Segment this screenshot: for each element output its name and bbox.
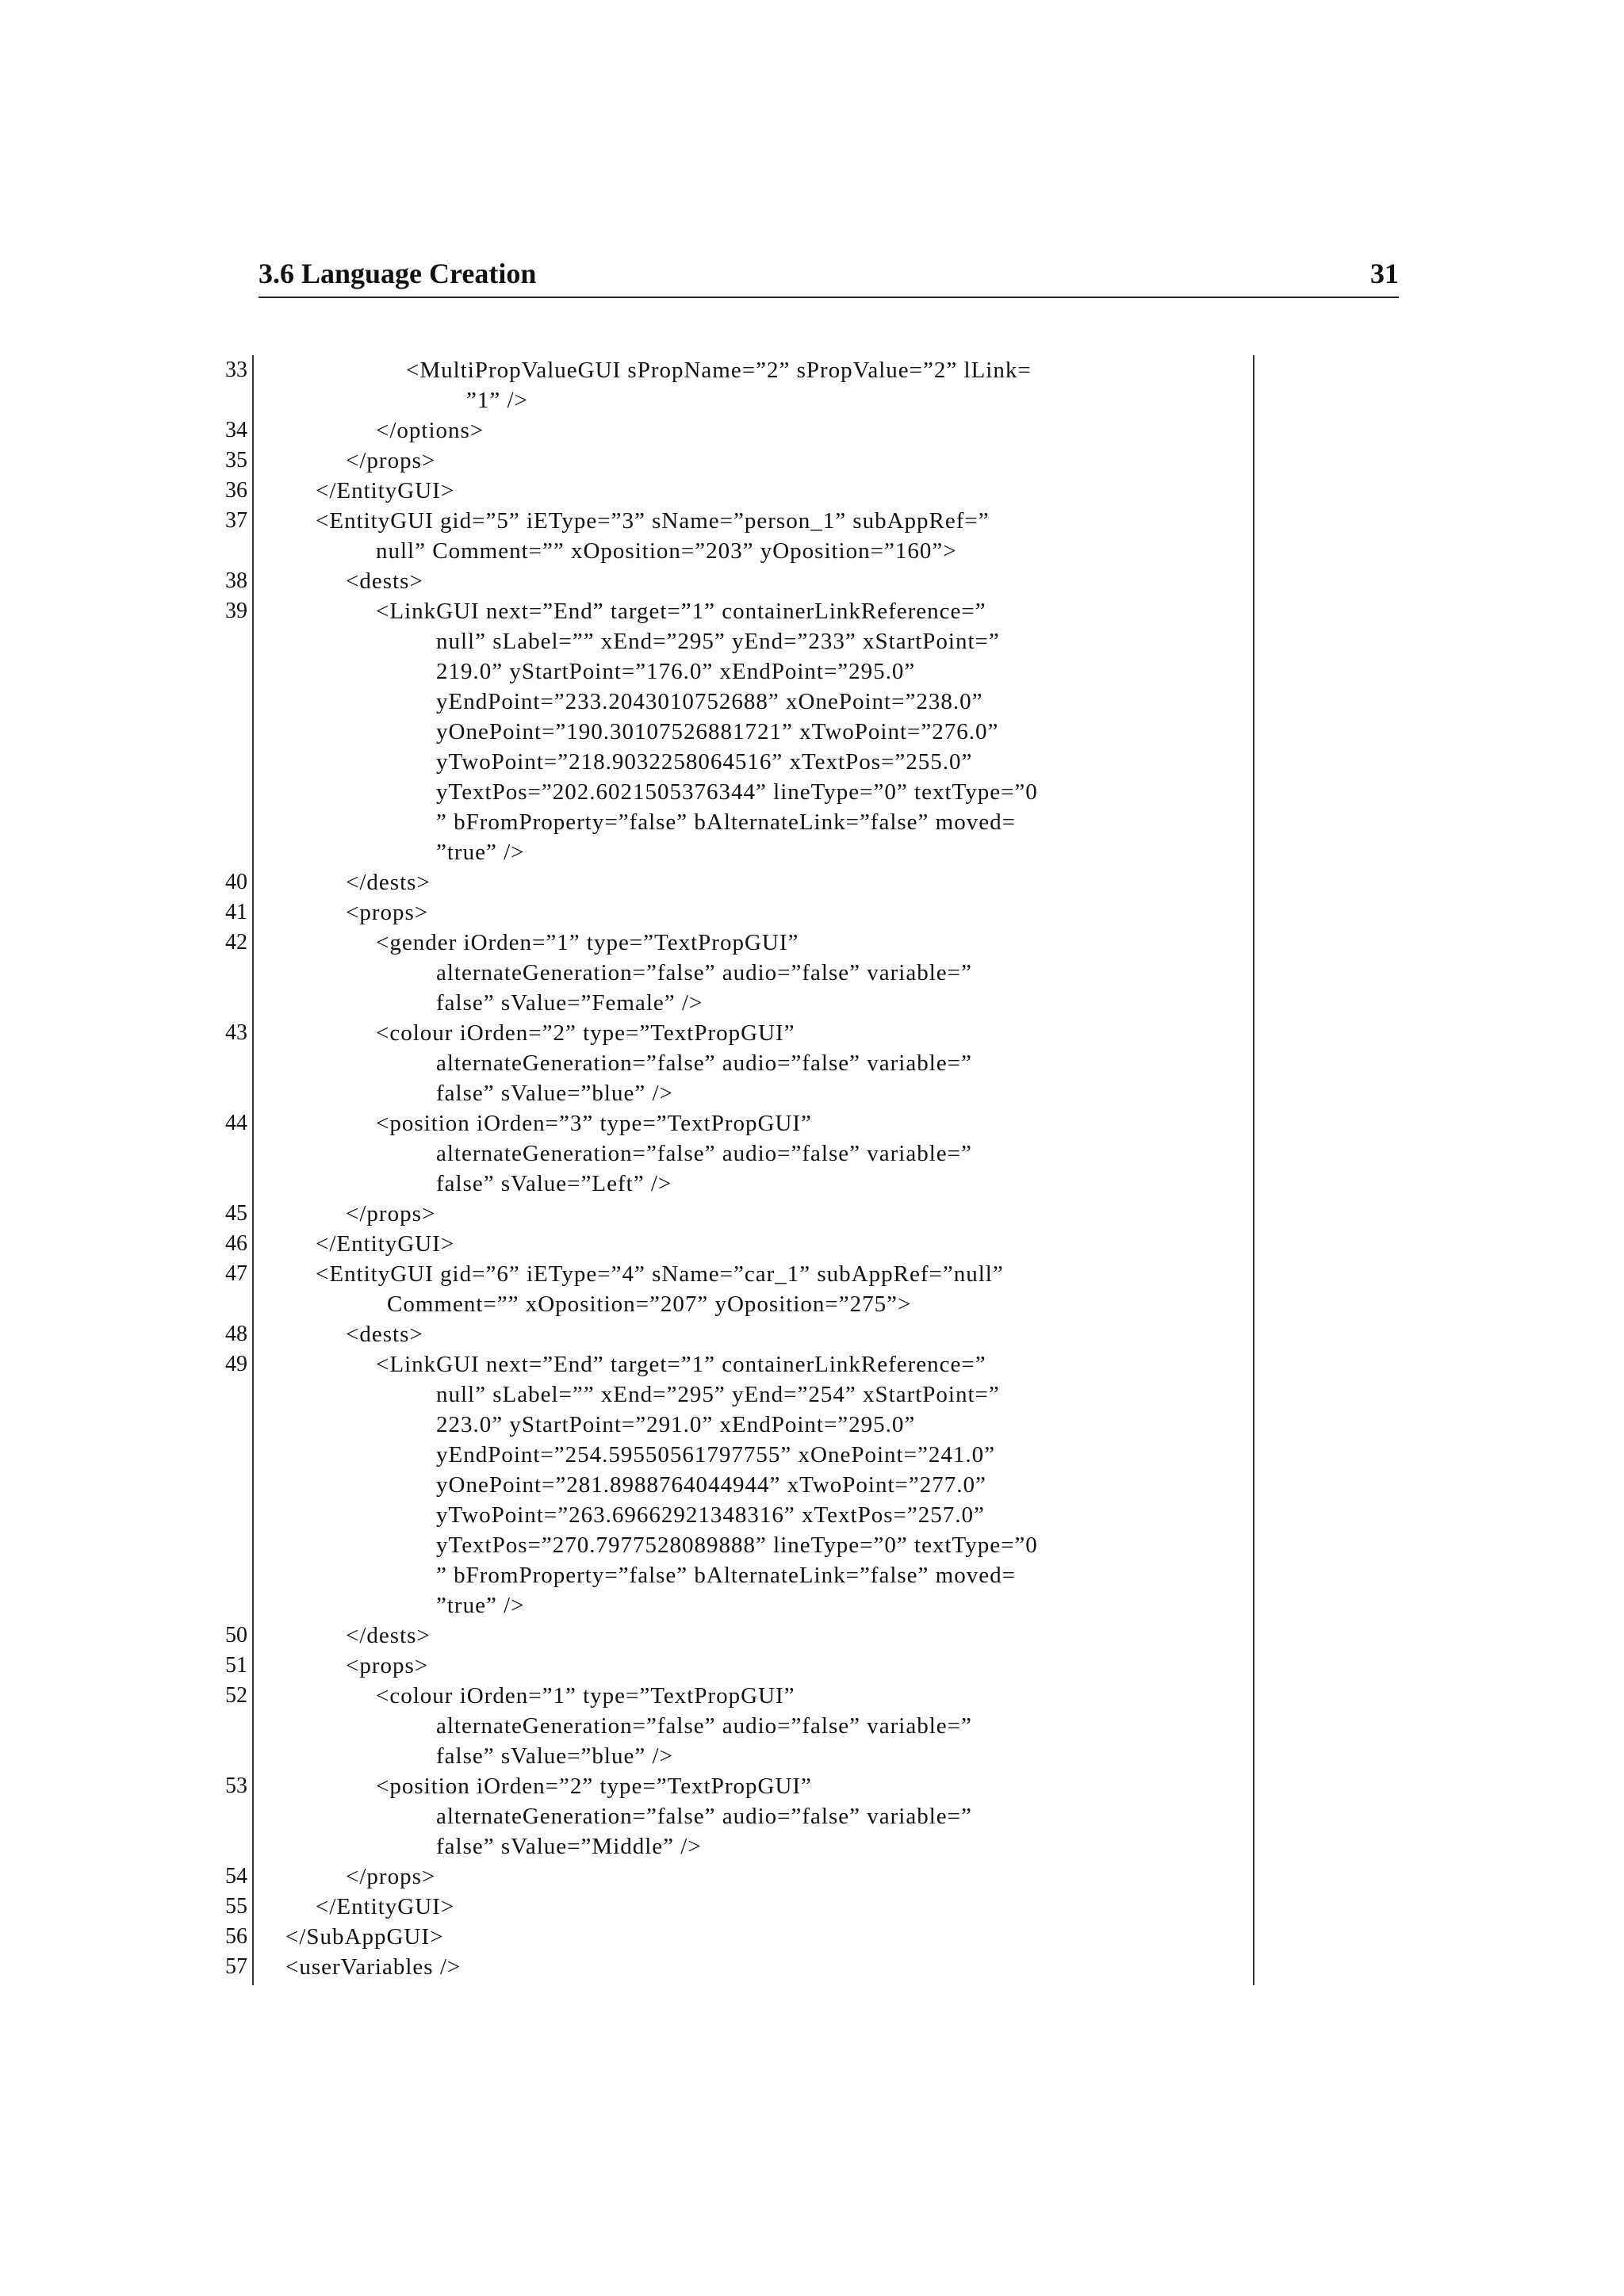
code-line: </props> (346, 448, 436, 473)
section-title: 3.6 Language Creation (259, 258, 537, 289)
code-line: </props> (346, 1201, 436, 1226)
code-line: yEndPoint=”233.2043010752688” xOnePoint=”238.0” (436, 689, 983, 714)
line-number: 40 (225, 870, 247, 894)
code-line: 219.0” yStartPoint=”176.0” xEndPoint=”295.0” (436, 659, 916, 684)
code-line: ”true” /> (436, 1593, 525, 1618)
code-line: yTwoPoint=”218.9032258064516” xTextPos=”255.0” (436, 749, 973, 775)
line-number: 42 (225, 930, 247, 955)
line-number: 48 (225, 1322, 247, 1346)
code-line: null” sLabel=”” xEnd=”295” yEnd=”254” xStartPoint=” (436, 1382, 1000, 1407)
line-number: 55 (225, 1894, 247, 1919)
code-line: false” sValue=”blue” /> (436, 1743, 673, 1769)
line-number: 33 (225, 358, 247, 382)
line-number: 47 (225, 1261, 247, 1286)
code-line: alternateGeneration=”false” audio=”false” variable=” (436, 1804, 972, 1829)
code-line: alternateGeneration=”false” audio=”false” variable=” (436, 1050, 972, 1076)
listing-left-rule (252, 355, 254, 1985)
code-line: null” Comment=”” xOposition=”203” yOposition=”160”> (376, 538, 957, 564)
code-line: <props> (346, 1653, 429, 1678)
line-number: 41 (225, 900, 247, 924)
code-line: </EntityGUI> (316, 478, 455, 503)
code-line: <position iOrden=”3” type=”TextPropGUI” (376, 1111, 812, 1136)
line-number: 43 (225, 1020, 247, 1045)
code-line: <dests> (346, 1322, 423, 1347)
line-number: 53 (225, 1774, 247, 1798)
code-line: ”true” /> (436, 840, 525, 865)
line-number: 46 (225, 1231, 247, 1256)
code-line: <colour iOrden=”1” type=”TextPropGUI” (376, 1683, 795, 1709)
code-line: </dests> (346, 870, 431, 895)
page-header (259, 252, 1399, 298)
line-number: 50 (225, 1623, 247, 1647)
line-number: 49 (225, 1352, 247, 1376)
code-line: null” sLabel=”” xEnd=”295” yEnd=”233” xStartPoint=” (436, 629, 1000, 654)
code-line: yTextPos=”270.7977528089888” lineType=”0” textType=”0 (436, 1533, 1038, 1558)
line-number: 51 (225, 1653, 247, 1678)
line-numbers (208, 355, 247, 1985)
code-line: </options> (376, 418, 485, 443)
code-line: yOnePoint=”281.8988764044944” xTwoPoint=”277.0” (436, 1472, 986, 1498)
code-line: yTextPos=”202.6021505376344” lineType=”0” textType=”0 (436, 779, 1038, 805)
code-line: </EntityGUI> (316, 1894, 455, 1919)
code-line: yEndPoint=”254.59550561797755” xOnePoint=”241.0” (436, 1442, 995, 1468)
code-line: <colour iOrden=”2” type=”TextPropGUI” (376, 1020, 795, 1046)
code-line: <LinkGUI next=”End” target=”1” containerLinkReference=” (376, 599, 986, 624)
line-number: 36 (225, 478, 247, 503)
code-line: <EntityGUI gid=”5” iEType=”3” sName=”person_1” subAppRef=” (316, 508, 990, 534)
code-line: ” bFromProperty=”false” bAlternateLink=”false” moved= (436, 809, 1016, 835)
code-line: false” sValue=”Female” /> (436, 990, 703, 1016)
code-line: </dests> (346, 1623, 431, 1648)
line-number: 44 (225, 1111, 247, 1135)
code-line: false” sValue=”blue” /> (436, 1081, 673, 1106)
code-line: </SubAppGUI> (285, 1924, 444, 1950)
line-number: 34 (225, 418, 247, 442)
page-number: 31 (1370, 258, 1399, 289)
code-line: <position iOrden=”2” type=”TextPropGUI” (376, 1774, 812, 1799)
code-listing (208, 355, 1350, 1985)
code-line: <userVariables /> (285, 1954, 462, 1980)
code-line: alternateGeneration=”false” audio=”false” variable=” (436, 1141, 972, 1166)
code-line: alternateGeneration=”false” audio=”false” variable=” (436, 1713, 972, 1739)
code-line: <props> (346, 900, 429, 925)
line-number: 56 (225, 1924, 247, 1949)
line-number: 52 (225, 1683, 247, 1708)
line-number: 54 (225, 1864, 247, 1888)
code-line: </EntityGUI> (316, 1231, 455, 1257)
line-number: 37 (225, 508, 247, 533)
listing-right-rule (1253, 355, 1254, 1985)
code-line: false” sValue=”Left” /> (436, 1171, 672, 1196)
line-number: 57 (225, 1954, 247, 1979)
line-number: 35 (225, 448, 247, 473)
code-line: yOnePoint=”190.30107526881721” xTwoPoint=”276.0” (436, 719, 999, 744)
code-line: <LinkGUI next=”End” target=”1” containerLinkReference=” (376, 1352, 986, 1377)
line-number: 38 (225, 568, 247, 593)
code-line: 223.0” yStartPoint=”291.0” xEndPoint=”295.0” (436, 1412, 916, 1437)
code-line: ” bFromProperty=”false” bAlternateLink=”false” moved= (436, 1563, 1016, 1588)
code-line: <dests> (346, 568, 423, 594)
code-line: </props> (346, 1864, 436, 1889)
code-line: <gender iOrden=”1” type=”TextPropGUI” (376, 930, 799, 955)
code-line: false” sValue=”Middle” /> (436, 1834, 702, 1859)
code-line: <EntityGUI gid=”6” iEType=”4” sName=”car_1” subAppRef=”null” (316, 1261, 1004, 1287)
code-line: Comment=”” xOposition=”207” yOposition=”275”> (387, 1292, 912, 1317)
code-line: <MultiPropValueGUI sPropName=”2” sPropValue=”2” lLink= (406, 358, 1032, 383)
code-line: yTwoPoint=”263.69662921348316” xTextPos=”257.0” (436, 1502, 985, 1528)
line-number: 39 (225, 599, 247, 623)
code-line: ”1” /> (466, 388, 528, 413)
line-number: 45 (225, 1201, 247, 1226)
code-line: alternateGeneration=”false” audio=”false” variable=” (436, 960, 972, 985)
